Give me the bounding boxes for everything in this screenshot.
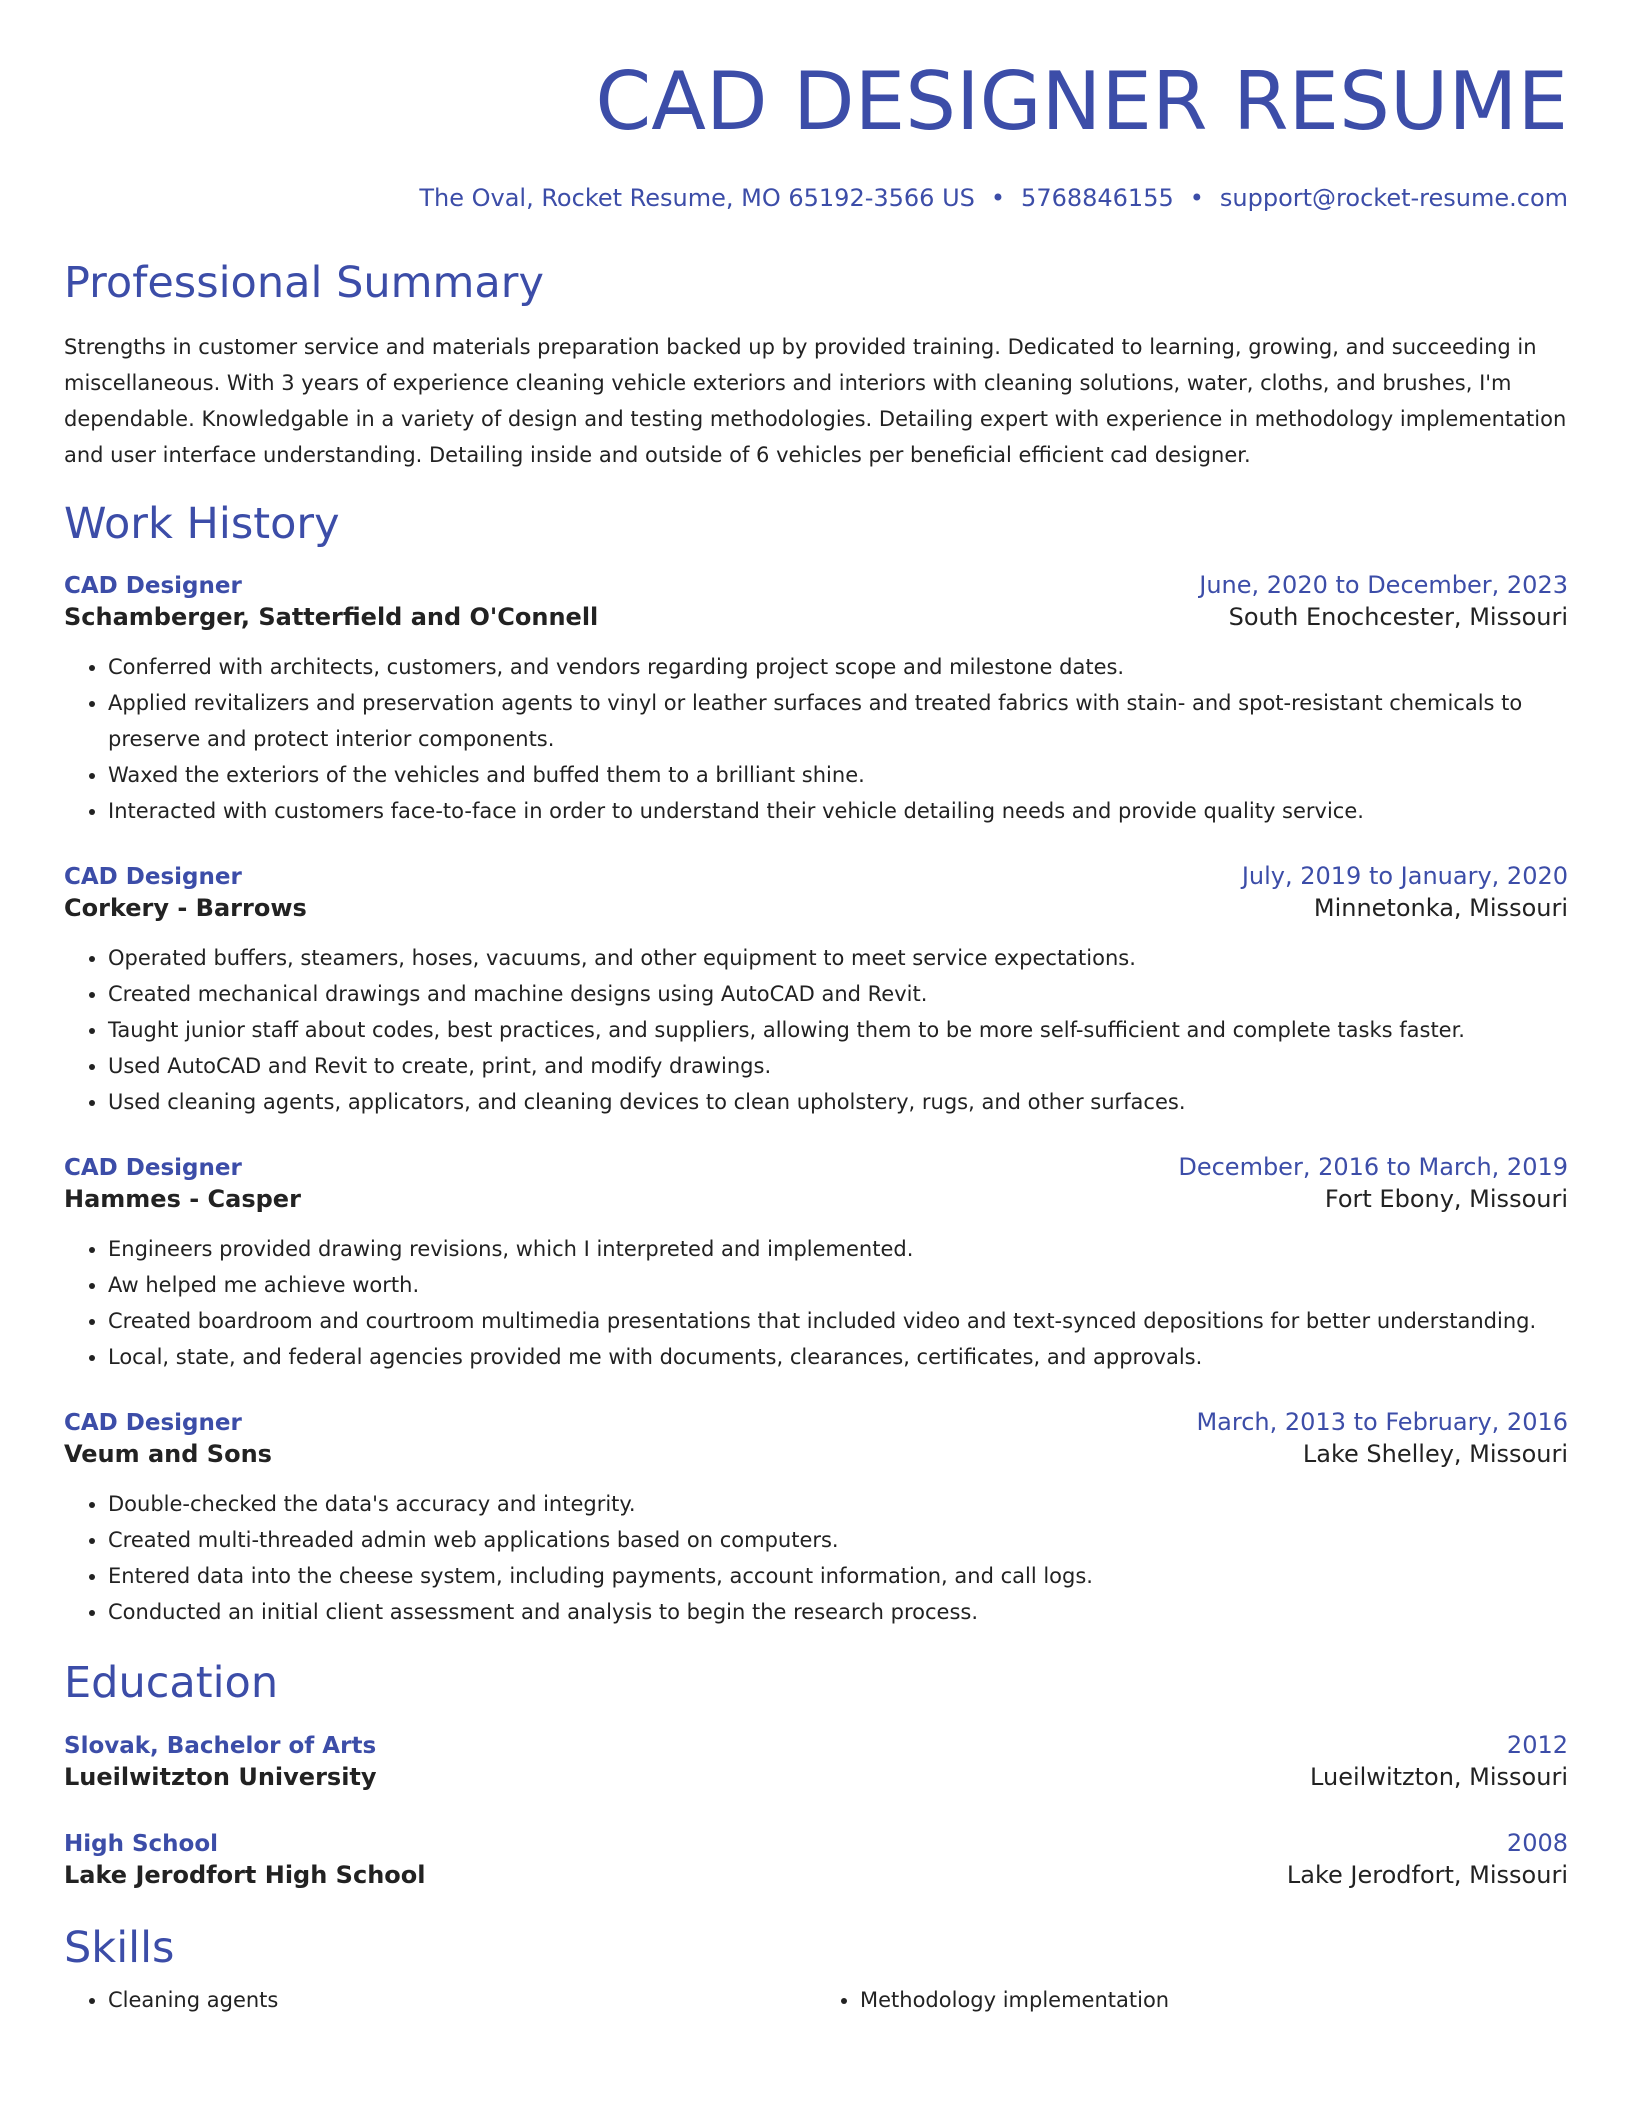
skills-column-left <box>64 1982 816 2018</box>
education-entry <box>64 1731 1568 1801</box>
job-company: Corkery - Barrows <box>64 893 307 922</box>
job-company: Schamberger, Satterfield and O'Connell <box>64 602 599 631</box>
job-bullet: • Created boardroom and courtroom multimedia presentations that included video and text-synced depositions for better understanding. <box>108 1303 1568 1339</box>
skill-item: • Cleaning agents <box>108 1982 816 2018</box>
job-bullet: • Taught junior staff about codes, best practices, and suppliers, allowing them to be more self-sufficient and complete tasks faster. <box>108 1012 1568 1048</box>
job-bullet: • Interacted with customers face-to-face in order to understand their vehicle detailing needs and provide quality service. <box>108 793 1568 829</box>
job-bullet: • Conducted an initial client assessment and analysis to begin the research process. <box>108 1594 1568 1630</box>
job-entry <box>64 1153 1568 1375</box>
job-role: CAD Designer <box>64 1409 242 1436</box>
job-bullet: • Conferred with architects, customers, and vendors regarding project scope and milestone dates. <box>108 649 1568 685</box>
job-location: Lake Shelley, Missouri <box>1302 1439 1568 1468</box>
education-list <box>64 1731 1568 1899</box>
section-heading-work-history: Work History <box>64 499 340 550</box>
job-dates: March, 2013 to February, 2016 <box>1196 1407 1568 1436</box>
contact-phone: 5768846155 <box>1021 184 1174 212</box>
job-bullets <box>64 649 1568 829</box>
job-bullets <box>64 1231 1568 1375</box>
education-degree: High School <box>64 1830 219 1857</box>
contact-line <box>64 184 1568 214</box>
job-entry <box>64 571 1568 829</box>
job-dates: December, 2016 to March, 2019 <box>1178 1152 1568 1181</box>
job-role: CAD Designer <box>64 863 242 890</box>
job-location: South Enochcester, Missouri <box>1228 602 1568 631</box>
education-degree: Slovak, Bachelor of Arts <box>64 1732 377 1759</box>
education-location: Lake Jerodfort, Missouri <box>1286 1860 1568 1889</box>
job-bullet: • Engineers provided drawing revisions, which I interpreted and implemented. <box>108 1231 1568 1267</box>
job-role: CAD Designer <box>64 572 242 599</box>
job-bullet: • Waxed the exteriors of the vehicles and buffed them to a brilliant shine. <box>108 757 1568 793</box>
job-bullet: • Local, state, and federal agencies provided me with documents, clearances, certificates, and approvals. <box>108 1339 1568 1375</box>
resume-title: CAD DESIGNER RESUME <box>595 55 1568 148</box>
job-bullet: • Created mechanical drawings and machine designs using AutoCAD and Revit. <box>108 976 1568 1012</box>
section-heading-skills: Skills <box>64 1922 175 1973</box>
job-entry <box>64 862 1568 1120</box>
job-bullets <box>64 940 1568 1120</box>
job-bullet: • Created multi-threaded admin web applications based on computers. <box>108 1522 1568 1558</box>
job-bullets <box>64 1486 1568 1630</box>
education-entry <box>64 1829 1568 1899</box>
section-heading-education: Education <box>64 1657 279 1708</box>
work-history-list <box>64 571 1568 1630</box>
job-bullet: • Double-checked the data's accuracy and integrity. <box>108 1486 1568 1522</box>
job-bullet: • Entered data into the cheese system, including payments, account information, and call logs. <box>108 1558 1568 1594</box>
job-location: Minnetonka, Missouri <box>1313 893 1568 922</box>
education-year: 2008 <box>1506 1828 1568 1857</box>
job-dates: June, 2020 to December, 2023 <box>1199 570 1568 599</box>
job-dates: July, 2019 to January, 2020 <box>1241 861 1568 890</box>
job-entry <box>64 1408 1568 1630</box>
section-heading-summary: Professional Summary <box>64 258 544 308</box>
job-company: Hammes - Casper <box>64 1184 301 1213</box>
contact-separator: • <box>990 184 1006 212</box>
education-year: 2012 <box>1506 1730 1568 1759</box>
job-bullet: • Applied revitalizers and preservation agents to vinyl or leather surfaces and treated fabrics with stain- and spot-resistant chemicals to preserve and protect interior components. <box>108 685 1568 757</box>
education-location: Lueilwitzton, Missouri <box>1310 1762 1568 1791</box>
contact-separator: • <box>1189 184 1204 212</box>
skill-item: • Methodology implementation <box>860 1982 1568 2018</box>
job-bullet: • Operated buffers, steamers, hoses, vacuums, and other equipment to meet service expectations. <box>108 940 1568 976</box>
skills-list <box>64 1982 1568 2018</box>
skills-column-right <box>816 1982 1568 2018</box>
job-bullet: • Used cleaning agents, applicators, and cleaning devices to clean upholstery, rugs, and other surfaces. <box>108 1084 1568 1120</box>
education-school: Lueilwitzton University <box>64 1762 377 1791</box>
job-bullet: • Aw helped me achieve worth. <box>108 1267 1568 1303</box>
job-company: Veum and Sons <box>64 1439 272 1468</box>
education-school: Lake Jerodfort High School <box>64 1860 426 1889</box>
summary-text: Strengths in customer service and materials preparation backed up by provided training. Dedicated to learning, growing, and succeeding in miscellaneous. With 3 years of experience cleaning vehicle exteriors and interiors with cleaning solutions, water, cloths, and brushes, I'm dependable. Knowledgable in a variety of design and testing methodologies. Detailing expert with experience in methodology implementation and user interface understanding. Detailing inside and outside of 6 vehicles per beneficial efficient cad designer. <box>64 335 1567 468</box>
job-location: Fort Ebony, Missouri <box>1324 1184 1568 1213</box>
contact-email[interactable]: support@rocket-resume.com <box>1219 184 1568 212</box>
contact-address: The Oval, Rocket Resume, MO 65192-3566 US <box>419 184 975 212</box>
job-bullet: • Used AutoCAD and Revit to create, print, and modify drawings. <box>108 1048 1568 1084</box>
job-role: CAD Designer <box>64 1154 242 1181</box>
